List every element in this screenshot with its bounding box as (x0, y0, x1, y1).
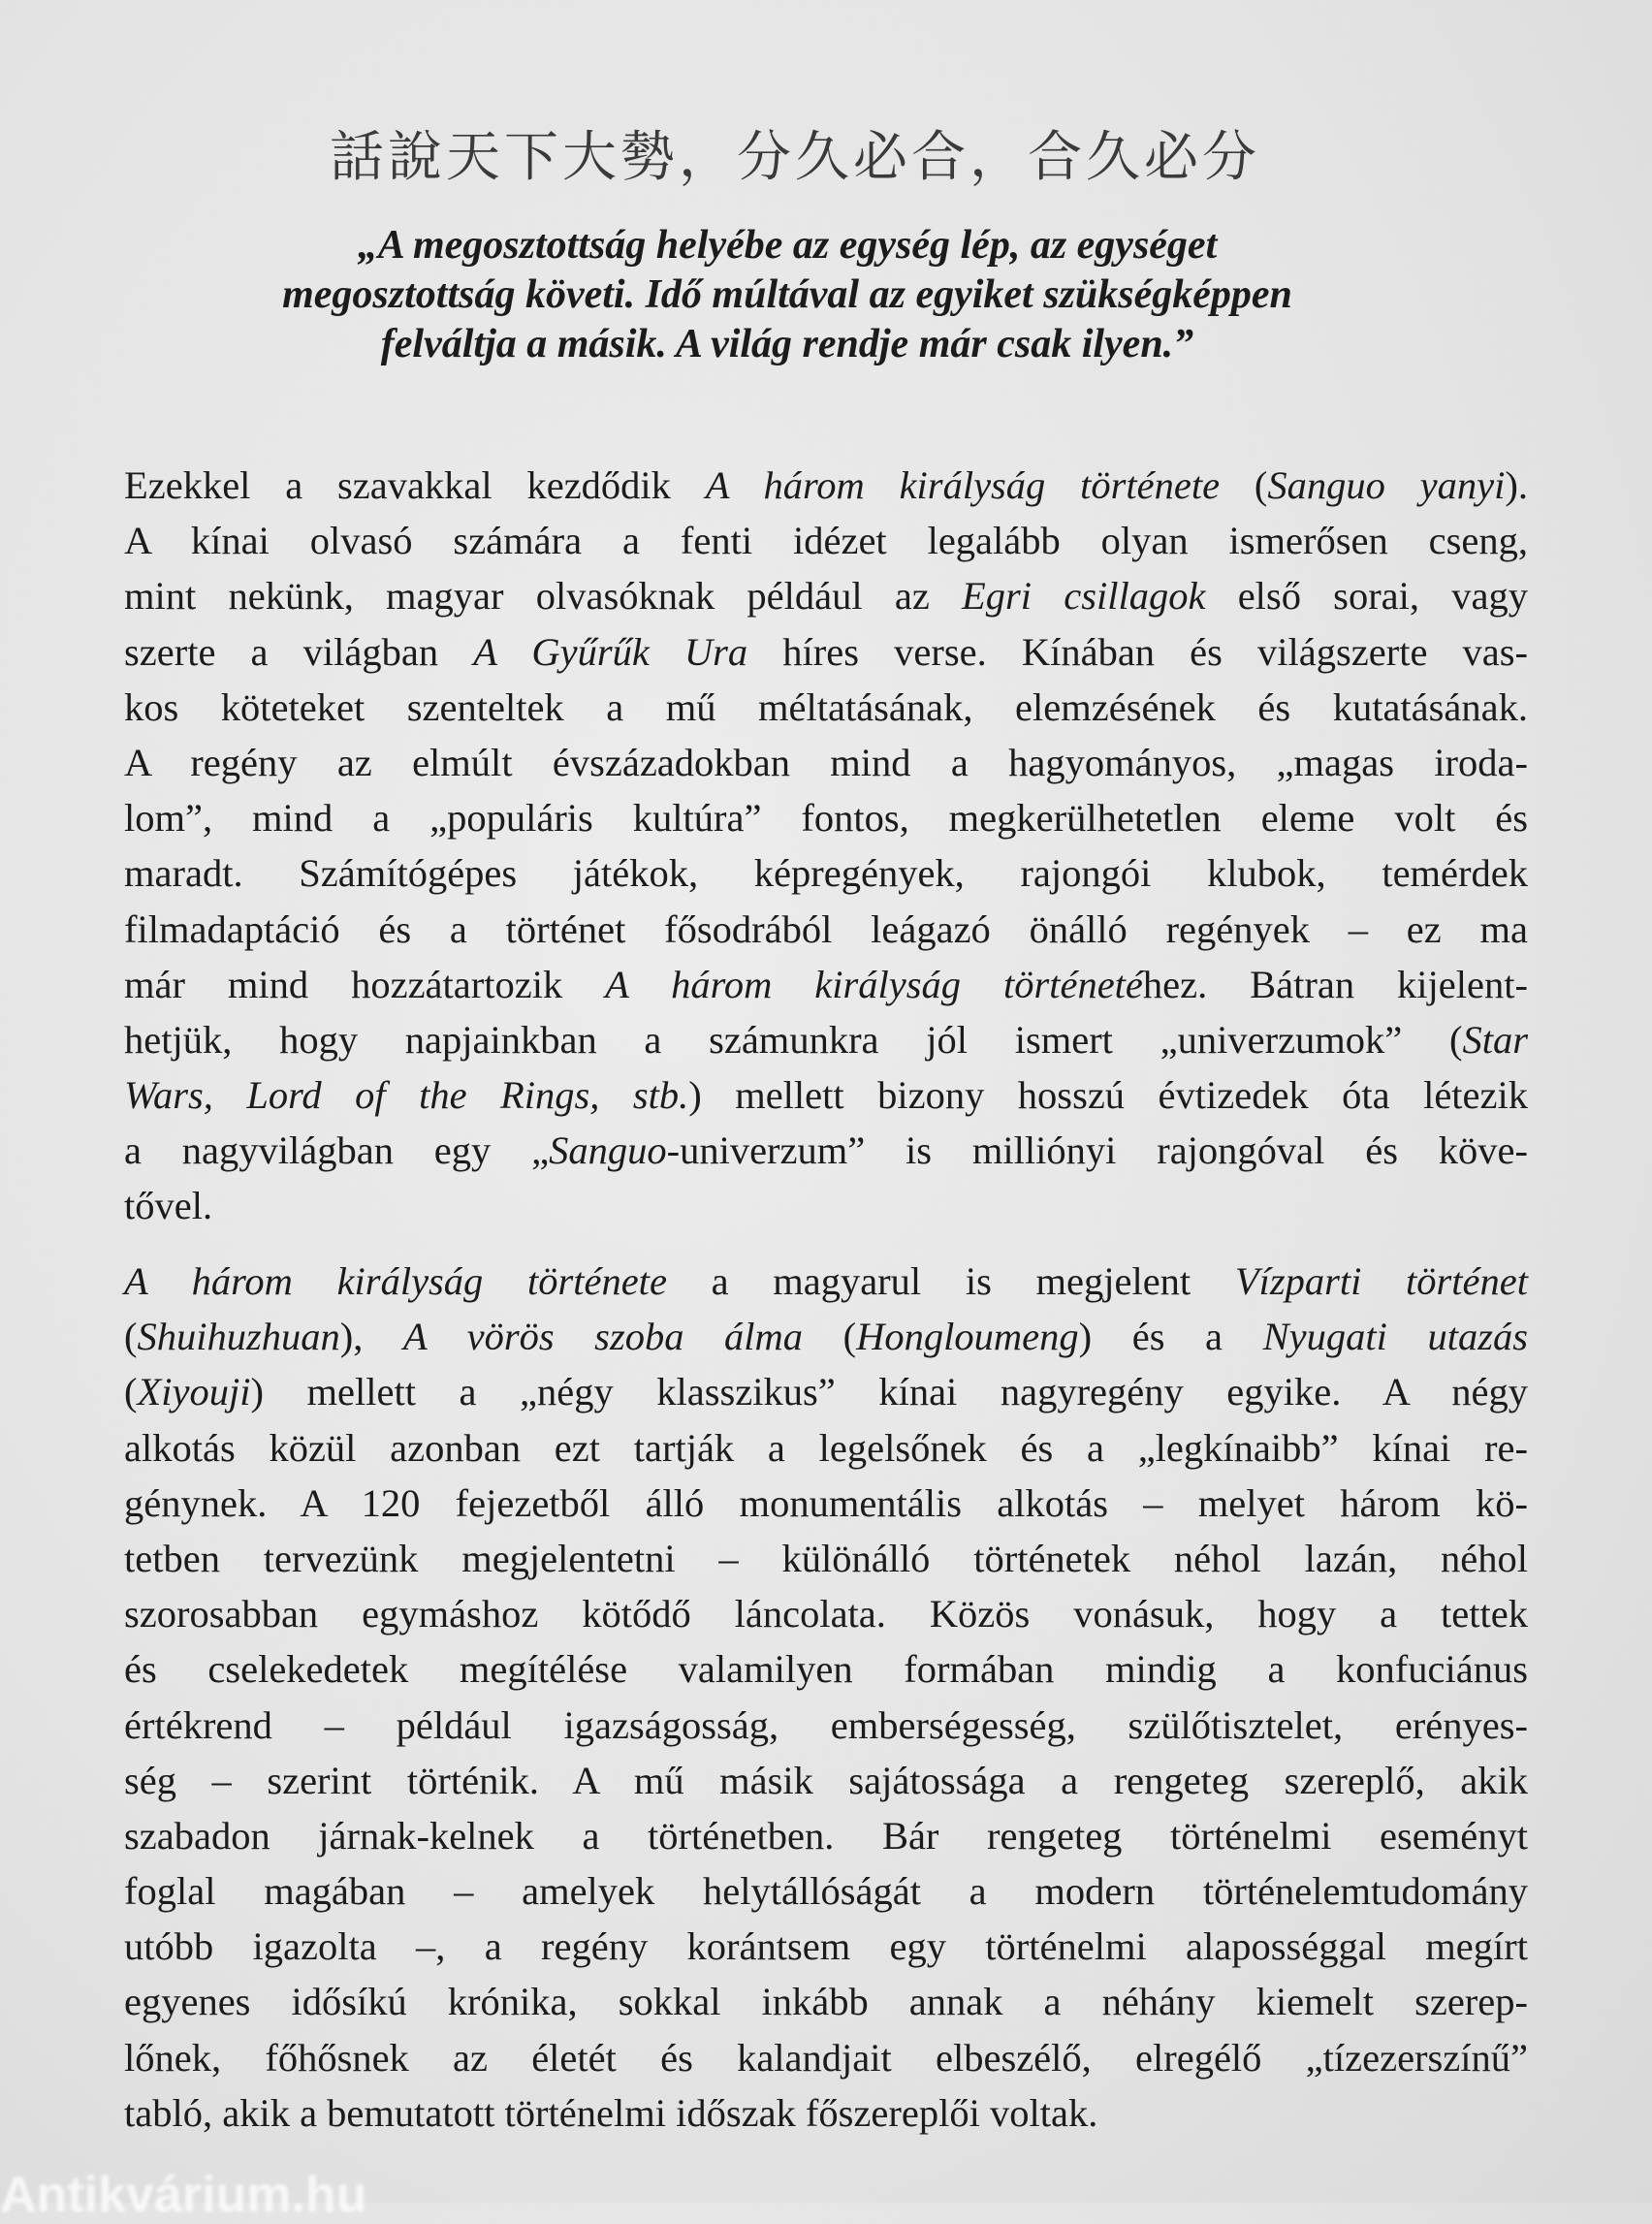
text-line (124, 1067, 1528, 1123)
text-line (124, 790, 1528, 845)
body-text: kos köteteket szenteltek a mű méltatásának, elemzésének és kutatásának. (124, 684, 1528, 729)
body-text: ), (339, 1315, 403, 1359)
body-text: a magyarul is megjelent (666, 1259, 1235, 1303)
text-line (124, 624, 1528, 680)
text-line (124, 1698, 1528, 1753)
body-text: ). (1505, 463, 1528, 507)
body-text: tővel. (124, 1184, 213, 1228)
text-line (124, 2085, 1528, 2141)
body-text: egyenes idősíkú krónika, sokkal inkább annak a néhány kiemelt szerep- (124, 1980, 1528, 2024)
body-text: híres verse. Kínában és világszerte vas- (747, 629, 1529, 674)
body-text: maradt. Számítógépes játékok, képregények, rajongói klubok, temérdek (124, 851, 1528, 896)
italic-title-text: Shuihuzhuan (137, 1315, 340, 1359)
italic-title-text: Nyugati utazás (1262, 1315, 1529, 1359)
body-text: ( (124, 1315, 138, 1359)
body-text: és cselekedetek megítélése valamilyen formában mindig a konfuciánus (124, 1647, 1528, 1692)
text-line (124, 680, 1528, 735)
text-line (124, 568, 1528, 623)
body-text: utóbb igazolta –, a regény korántsem egy történelmi alaposséggal megírt (124, 1924, 1528, 1969)
body-text: -univerzum” is milliónyi rajongóval és köve- (666, 1128, 1529, 1173)
text-line (124, 1531, 1528, 1586)
body-text: szorosabban egymáshoz kötődő láncolata. Közös vonásuk, hogy a tettek (124, 1592, 1528, 1636)
body-text: ) mellett bizony hosszú évtizedek óta létezik (688, 1073, 1528, 1118)
text-line (124, 1476, 1528, 1531)
quote-line: felváltja a másik. A világ rendje már csak ilyen.” (380, 322, 1194, 366)
body-text: mint nekünk, magyar olvasóknak például az (124, 574, 963, 619)
paragraph-2 (124, 1254, 1528, 2141)
italic-title-text: Xiyouji (137, 1370, 251, 1414)
body-text: szabadon járnak-kelnek a történetben. Bár rengeteg történelmi eseményt (124, 1813, 1528, 1858)
chinese-heading: 話說天下大勢，分久必合，合久必分 (330, 126, 1260, 189)
body-text: ) és a (1078, 1315, 1263, 1359)
body-text: génynek. A 120 fejezetből álló monumentális alkotás – melyet három kö- (124, 1480, 1528, 1525)
text-line (124, 1753, 1528, 1808)
body-text: tabló, akik a bemutatott történelmi időszak főszereplői voltak. (124, 2090, 1098, 2135)
italic-title-text: Wars, Lord of the Rings, stb. (124, 1073, 689, 1118)
body-text: alkotás közül azonban ezt tartják a legelsőnek és a „legkínaibb” kínai re- (124, 1425, 1528, 1470)
italic-title-text: Star (1462, 1017, 1528, 1062)
text-line (124, 1123, 1528, 1178)
italic-title-text: A három királyság története (124, 1259, 667, 1303)
body-text: lom”, mind a „populáris kultúra” fontos, megkerülhetetlen eleme volt és (124, 796, 1528, 841)
text-line (124, 1974, 1528, 2029)
text-line (124, 513, 1528, 568)
body-text: ( (803, 1315, 857, 1359)
text-line (124, 1178, 1528, 1233)
italic-title-text: Egri csillagok (962, 574, 1206, 619)
text-line (124, 1254, 1528, 1309)
italic-title-text: Vízparti történet (1234, 1259, 1528, 1303)
text-line (124, 1586, 1528, 1641)
body-text: lőnek, főhősnek az életét és kalandjait elbeszélő, elregélő „tízezerszínű” (124, 2035, 1528, 2080)
paragraph-1 (124, 458, 1528, 1234)
body-text: szerte a világban (124, 629, 474, 674)
text-line (124, 1919, 1528, 1974)
text-line (124, 1420, 1528, 1476)
body-text: A regény az elmúlt évszázadokban mind a hagyományos, „magas iroda- (124, 740, 1528, 784)
body-text: a nagyvilágban egy „ (124, 1128, 550, 1173)
body-text: első sorai, vagy (1205, 574, 1528, 619)
italic-title-text: Sanguo yanyi (1267, 463, 1506, 507)
body-text: filmadaptáció és a történet fősodrából leágazó önálló regények – ez ma (124, 906, 1528, 951)
text-line (124, 458, 1528, 513)
italic-title-text: A vörös szoba álma (402, 1315, 804, 1359)
text-line (124, 2030, 1528, 2085)
body-text: már mind hozzátartozik (124, 962, 606, 1006)
italic-title-text: A Gyűrűk Ura (473, 629, 748, 674)
body-text: ( (1220, 463, 1268, 507)
italic-title-text: Sanguo (549, 1128, 667, 1173)
text-line (124, 1012, 1528, 1067)
text-line (124, 735, 1528, 790)
italic-title-text: A három királyság történeté (605, 962, 1143, 1006)
text-line (124, 902, 1528, 957)
body-text: ség – szerint történik. A mű másik sajátossága a rengeteg szereplő, akik (124, 1758, 1528, 1802)
text-line (124, 1863, 1528, 1919)
body-text: tetben tervezünk megjelentetni – különálló történetek néhol lazán, néhol (124, 1536, 1528, 1580)
text-line (124, 1641, 1528, 1697)
quote-line: „A megosztottság helyébe az egység lép, az egységet (357, 223, 1218, 268)
text-line (124, 845, 1528, 901)
italic-title-text: A három királyság története (705, 463, 1221, 507)
text-line (124, 1364, 1528, 1419)
body-text: Ezekkel a szavakkal kezdődik (124, 463, 706, 507)
body-text: értékrend – például igazságosság, emberségesség, szülőtisztelet, erényes- (124, 1702, 1528, 1747)
body-text: hez. Bátran kijelent- (1142, 962, 1529, 1006)
body-text: hetjük, hogy napjainkban a számunkra jól ismert „univerzumok” ( (124, 1017, 1463, 1062)
text-line (124, 957, 1528, 1012)
text-line (124, 1309, 1528, 1364)
quote-line: megosztottság követi. Idő múltával az egyiket szükségképpen (282, 272, 1292, 317)
text-line (124, 1808, 1528, 1863)
epigraph-quote (0, 221, 1574, 369)
body-text: ( (124, 1370, 138, 1414)
watermark: Antikvárium.hu (0, 2167, 367, 2223)
body-text: A kínai olvasó számára a fenti idézet legalább olyan ismerősen cseng, (124, 519, 1528, 563)
body-text: foglal magában – amelyek helytállóságát a modern történelemtudomány (124, 1869, 1528, 1914)
body-text: ) mellett a „négy klasszikus” kínai nagyregény egyike. A négy (250, 1370, 1528, 1414)
italic-title-text: Hongloumeng (856, 1315, 1079, 1359)
